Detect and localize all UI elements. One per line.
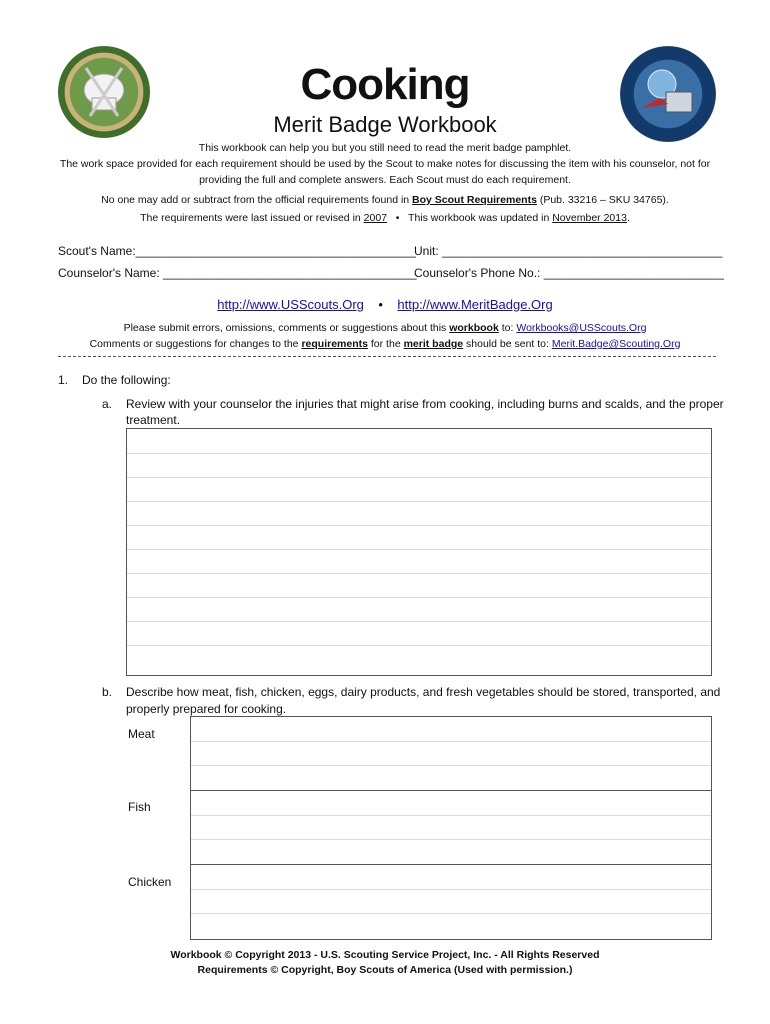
- submit2-text: Comments or suggestions for changes to the: [89, 338, 299, 350]
- intro3-pub: (Pub. 33216 – SKU 34765).: [539, 194, 669, 206]
- submit2-bold2: merit badge: [403, 338, 464, 350]
- meritbadge-link[interactable]: http://www.MeritBadge.Org: [397, 297, 553, 312]
- footer-line-2: Requirements © Copyright, Boy Scouts of America (Used with permission.): [197, 964, 573, 976]
- updated-date: November 2013: [552, 212, 627, 224]
- req-a-label: a.: [102, 397, 113, 411]
- intro3-text: No one may add or subtract from the official requirements found in: [101, 194, 410, 206]
- scout-name-field[interactable]: Scout's Name:__________________________________________: [58, 244, 416, 258]
- meritbadge-email-link[interactable]: Merit.Badge@Scouting.Org: [551, 338, 681, 350]
- intro-line-3: [0, 194, 770, 206]
- item-fish-label: Fish: [128, 800, 151, 814]
- submit2-mid: for the: [370, 338, 401, 350]
- updated-end: .: [626, 212, 630, 224]
- boy-scout-requirements-link[interactable]: Boy Scout Requirements: [412, 194, 537, 206]
- intro-line-2a: The work space provided for each requirement should be used by the Scout to make notes for discussing the item with his counselor, not for: [59, 158, 711, 170]
- intro-line-2b: providing the full and complete answers. Each Scout must do each requirement.: [199, 174, 571, 186]
- req-b-text-2: properly prepared for cooking.: [126, 702, 287, 716]
- answer-box-meat[interactable]: [190, 716, 712, 792]
- counselor-phone-field[interactable]: Counselor's Phone No.: ___________________________: [414, 266, 724, 280]
- item-meat-label: Meat: [128, 727, 155, 741]
- bullet-separator: •: [395, 212, 400, 224]
- submit2-bold1: requirements: [301, 338, 368, 350]
- req-b-text-1: Describe how meat, fish, chicken, eggs, dairy products, and fresh vegetables should be stored, transported, and: [126, 685, 721, 699]
- answer-box-a[interactable]: [126, 428, 712, 676]
- website-links: [0, 297, 770, 312]
- usscouts-link[interactable]: http://www.USScouts.Org: [217, 297, 364, 312]
- intro-line-4: [0, 212, 770, 224]
- answer-box-chicken[interactable]: [190, 864, 712, 940]
- updated-label: This workbook was updated in: [408, 212, 550, 224]
- unit-field[interactable]: Unit: __________________________________________: [414, 244, 723, 258]
- page-title: Cooking: [300, 60, 470, 109]
- req1-text: Do the following:: [82, 373, 171, 387]
- submit1-bold: workbook: [449, 322, 499, 334]
- intro-line-1: This workbook can help you but you still need to read the merit badge pamphlet.: [198, 142, 572, 154]
- workbooks-email-link[interactable]: Workbooks@USScouts.Org: [516, 322, 647, 334]
- revised-year: 2007: [363, 212, 388, 224]
- answer-box-fish[interactable]: [190, 790, 712, 866]
- dashed-divider: [58, 356, 716, 357]
- submit-line-2: [0, 338, 770, 350]
- submit1-text: Please submit errors, omissions, comments or suggestions about this: [123, 322, 447, 334]
- item-chicken-label: Chicken: [128, 875, 172, 889]
- submit-line-1: [0, 322, 770, 334]
- page-subtitle: Merit Badge Workbook: [273, 112, 497, 137]
- counselor-name-field[interactable]: Counselor's Name: ______________________________________: [58, 266, 417, 280]
- links-bullet: •: [378, 297, 383, 312]
- req1-number: 1.: [58, 373, 69, 387]
- revised-label: The requirements were last issued or revised in: [140, 212, 361, 224]
- req-a-text-2: treatment.: [126, 413, 181, 427]
- req-b-label: b.: [102, 685, 113, 699]
- req-a-text-1: Review with your counselor the injuries that might arise from cooking, including burns and scalds, and the proper: [126, 397, 724, 411]
- submit1-to: to:: [501, 322, 514, 334]
- footer-line-1: Workbook © Copyright 2013 - U.S. Scouting Service Project, Inc. - All Rights Reserved: [170, 949, 600, 961]
- submit2-mid2: should be sent to:: [466, 338, 549, 350]
